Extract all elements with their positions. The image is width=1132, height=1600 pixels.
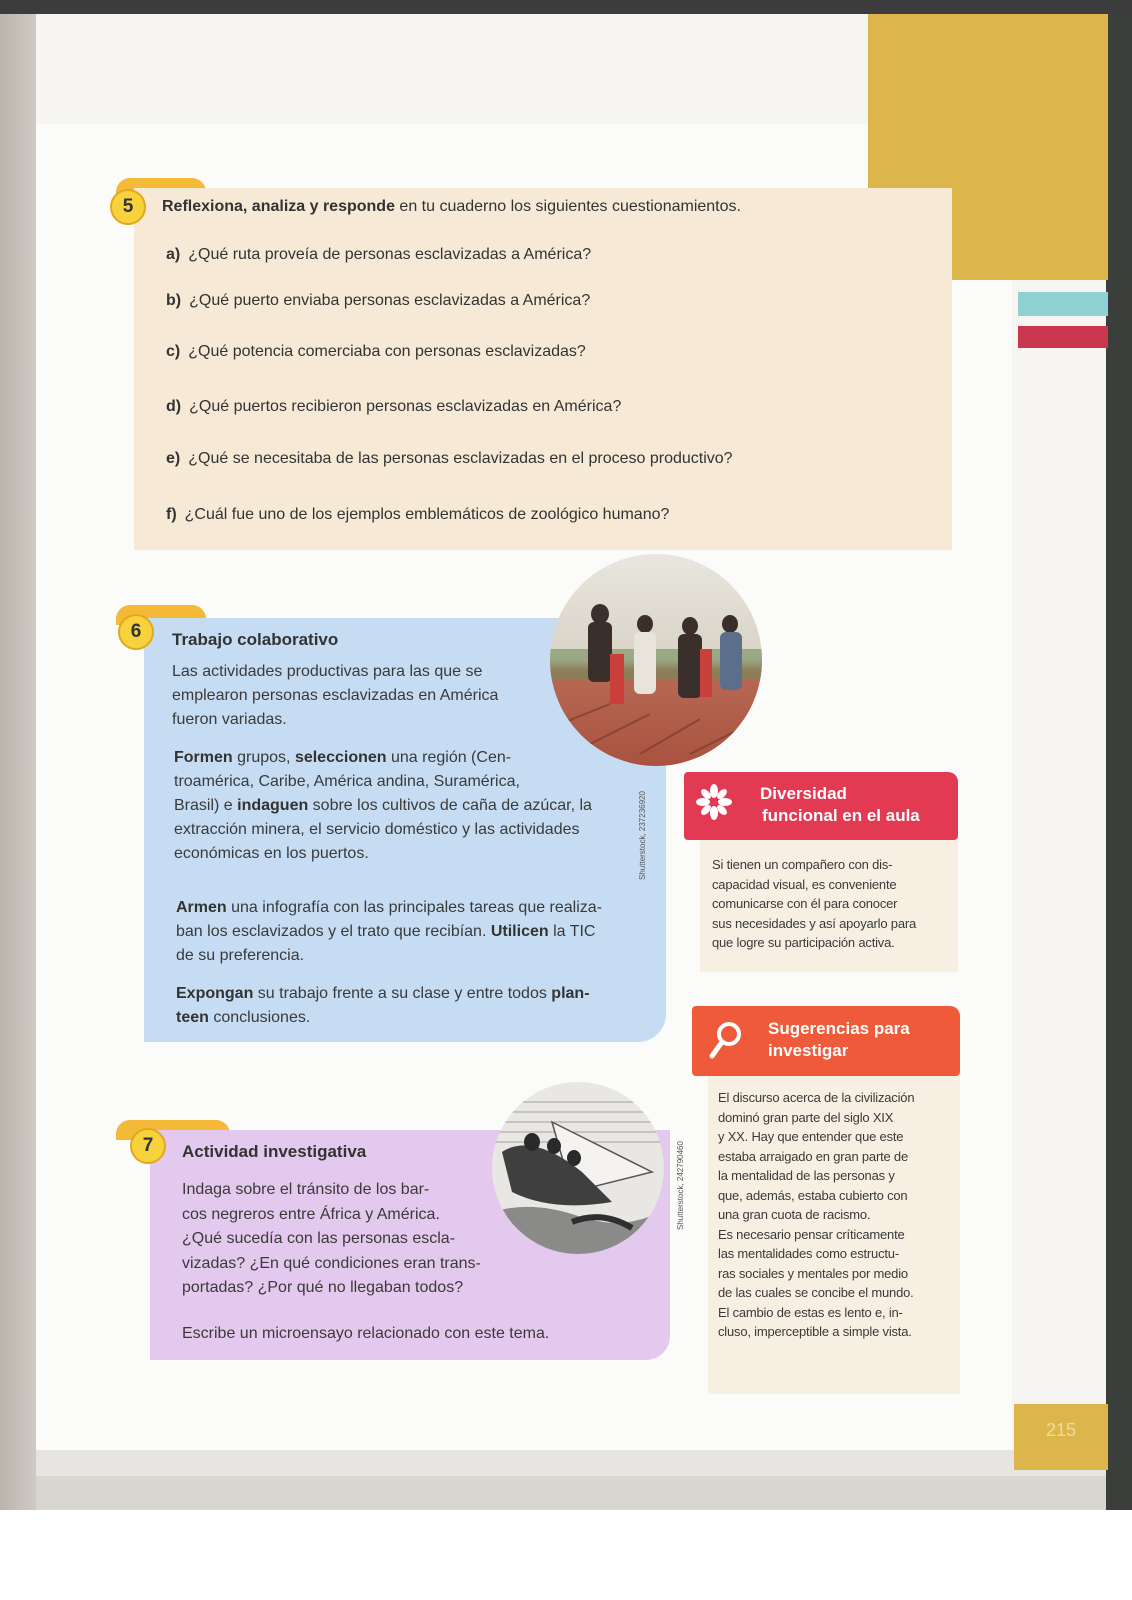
- section-6-title: Trabajo colaborativo: [172, 630, 339, 649]
- question-c: c) ¿Qué potencia comerciaba con personas esclavizadas?: [166, 343, 586, 360]
- section-7-badge: 7: [130, 1128, 166, 1164]
- page-left-edge: [0, 0, 36, 1510]
- slave-ship-engraving: [492, 1082, 664, 1254]
- sugerencias-body: El discurso acerca de la civilización dominó gran parte del siglo XIX y XX. Hay que entender que este estaba arraigado en gran parte de la mentalidad de las personas y que, además, estaba cubierto con una gran cuota de racismo. Es necesario pensar críticamente las mentalidades como estructu- ras sociales y mentales por medio de las cuales se concibe el mundo. El cambio de estas es lento e, in- cluso, imperceptible a simple vista.: [718, 1090, 915, 1339]
- question-d: d) ¿Qué puertos recibieron personas esclavizadas en América?: [166, 398, 622, 415]
- section-7-paragraph-1: Indaga sobre el tránsito de los bar- cos negreros entre África y América. ¿Qué sucedía con las personas escla- vizadas? ¿En qué condiciones eran trans- portadas? ¿Por qué no llegaban todos?: [182, 1181, 481, 1296]
- section-7-paragraph-2: Escribe un microensayo relacionado con este tema.: [182, 1325, 550, 1342]
- section-6-paragraph-4: Expongan su trabajo frente a su clase y entre todos plan- teen conclusiones.: [176, 985, 590, 1026]
- question-a: a) ¿Qué ruta proveía de personas esclavizadas a América?: [166, 246, 592, 263]
- diversidad-body: Si tienen un compañero con dis- capacidad visual, es conveniente comunicarse con él para conocer sus necesidades y así apoyarlo para que logre su participación activa.: [712, 857, 917, 950]
- question-e: e) ¿Qué se necesitaba de las personas esclavizadas en el proceso productivo?: [166, 450, 733, 467]
- question-b: b) ¿Qué puerto enviaba personas esclavizadas a América?: [166, 292, 591, 309]
- page-number: 215: [1045, 1420, 1077, 1440]
- decorative-red-bar: [1018, 326, 1108, 348]
- section-5-instruction: Reflexiona, analiza y responde en tu cuaderno los siguientes cuestionamientos.: [162, 198, 741, 215]
- section-6-paragraph-2: Formen grupos, seleccionen una región (Cen- troamérica, Caribe, América andina, Suramérica, Brasil) e indaguen sobre los cultivos de caña de azúcar, la extracción minera, el servicio doméstico y las actividades económicas en los puertos.: [174, 749, 592, 862]
- sugerencias-header: Sugerencias para investigar: [692, 1006, 960, 1076]
- diversidad-header: Diversidad funcional en el aula: [684, 772, 958, 840]
- section-5-box: [134, 188, 952, 550]
- section-6-badge: 6: [118, 614, 154, 650]
- page-bottom-strip: [36, 1450, 1106, 1476]
- plantation-workers-illustration: [550, 554, 762, 766]
- section-5-badge: 5: [110, 189, 146, 225]
- magnifier-icon: [708, 1020, 744, 1060]
- decorative-teal-bar: [1018, 292, 1108, 316]
- section-6-paragraph-3: Armen una infografía con las principales tareas que realiza- ban los esclavizados y el trato que recibían. Utilicen la TIC de su preferencia.: [176, 899, 603, 964]
- image-credit-7: Shutterstock, 242790460: [676, 1141, 685, 1230]
- scan-top-edge: [0, 0, 1132, 14]
- section-7-title: Actividad investigativa: [182, 1142, 367, 1161]
- asterisk-flower-icon: [694, 782, 734, 822]
- section-6-paragraph-1: Las actividades productivas para las que se emplearon personas esclavizadas en América fueron variadas.: [172, 663, 499, 728]
- image-credit-6: Shutterstock, 237236920: [638, 791, 647, 880]
- question-f: f) ¿Cuál fue uno de los ejemplos emblemáticos de zoológico humano?: [166, 506, 670, 523]
- scan-right-edge: [1106, 14, 1132, 1510]
